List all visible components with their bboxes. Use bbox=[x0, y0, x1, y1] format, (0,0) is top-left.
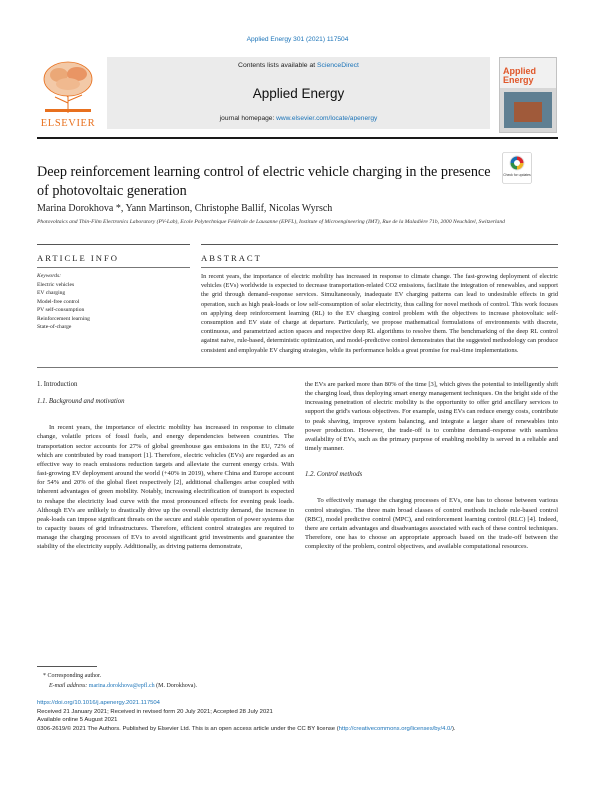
cover-title bbox=[503, 67, 536, 85]
body-paragraph: the EVs are parked more than 80% of the time [3], which gives the potential to intelligently shift the charging load, thus deploying smart energy management techniques. On the bright side of the increasing penetration of electric mobility is the opportunity to offer grid ancillary services to support the grid's various objectives. For example, using EVs can reduce energy costs, contribute to peak shaving, improve system balancing, and integrate a larger share of renewables into power production. However, the trade-off is to combine demand–response with seamless availability of EVs, such as the primary purpose of enabling mobility is served in a reliable and timely manner. bbox=[305, 381, 558, 453]
keyword-item: State-of-charge bbox=[37, 324, 72, 330]
keyword-item: Reinforcement learning bbox=[37, 315, 90, 322]
abstract-text: In recent years, the importance of electric mobility has increased in response to climate change. The fast-growing deployment of electric vehicles (EVs) worldwide is expected to decrease transportation-related CO2 emissions, facilitate the integration of renewables, and support the grid through demand–response services. Simultaneously, inadequate EV charging patterns can lead to undesirable effects in grid operation, such as high peak-loads or low self-consumption of solar electricity, thus calling for novel methods of control. This work focuses on applying deep reinforcement learning (RL) to the EV charging control problem with the objectives to increase photovoltaic self-consumption and EV state of charge at departure. Particularly, we propose mathematical formulations of environments with discrete, continuous, and parametrized action spaces and respective deep RL algorithms to resolve them. The benchmarking of the deep RL control against naive, rule-based, deterministic optimization, and model-predictive control demonstrates that the suggested methodology can produce consistent and employable EV charging strategies, while its performance holds a great promise for real-time implementations. bbox=[201, 273, 558, 354]
footnote bbox=[37, 671, 337, 691]
homepage-link[interactable]: www.elsevier.com/locate/apenergy bbox=[276, 115, 378, 122]
received-dates: Received 21 January 2021; Received in revised form 20 July 2021; Accepted 28 July 2021 bbox=[37, 708, 273, 715]
body-right-column bbox=[305, 380, 558, 551]
homepage-line bbox=[107, 115, 490, 122]
body-left-column bbox=[37, 380, 294, 552]
info-heading-rule bbox=[37, 267, 190, 268]
license-link[interactable]: http://creativecommons.org/licenses/by/4.0/ bbox=[338, 725, 452, 732]
keyword-item: PV self-consumption bbox=[37, 307, 85, 313]
email-suffix: (M. Dorokhova). bbox=[154, 683, 197, 689]
doi-link[interactable]: https://doi.org/10.1016/j.apenergy.2021.117504 bbox=[37, 700, 160, 706]
footnote-rule bbox=[37, 666, 97, 667]
email-link[interactable]: marina.dorokhova@epfl.ch bbox=[88, 683, 155, 689]
publication-info bbox=[37, 699, 558, 733]
article-info-heading: ARTICLE INFO bbox=[37, 253, 119, 263]
cover-title-applied: Applied bbox=[503, 66, 536, 76]
license-suffix: ). bbox=[451, 725, 456, 732]
info-top-rule bbox=[37, 244, 190, 245]
check-for-updates-icon[interactable] bbox=[502, 152, 532, 184]
license-line bbox=[37, 725, 558, 734]
contents-line bbox=[107, 62, 490, 69]
affiliation: Photovoltaics and Thin-Film Electronics Laboratory (PV-Lab), Ecole Polytechnique Fédérale de Lausanne (EPFL), Institute of Microengineering (IMT), Rue de la Maladière 71b, 2000 Neuchâtel, Switzerland bbox=[37, 219, 505, 225]
body-paragraph: To effectively manage the charging processes of EVs, one has to choose between various control strategies. The three main broad classes of control methods include rule-based control (RBC), model predictive control (MPC), and reinforcement learning control (RLC) [4]. Indeed, there are certain advantages and disadvantages associated with each of these control techniques. Therefore, one has to choose an appropriate approach based on the trade-off between the complexity of the problem, control objectives, and available computational resources. bbox=[305, 497, 558, 551]
subsection-heading-background: 1.1. Background and motivation bbox=[37, 398, 125, 406]
keywords-block bbox=[37, 272, 190, 332]
journal-reference[interactable]: Applied Energy 301 (2021) 117504 bbox=[246, 36, 349, 43]
abstract-heading-rule bbox=[201, 267, 558, 268]
sciencedirect-link[interactable]: ScienceDirect bbox=[317, 62, 359, 69]
author-list: Marina Dorokhova *, Yann Martinson, Christophe Ballif, Nicolas Wyrsch bbox=[37, 203, 333, 214]
keyword-item: Model-free control bbox=[37, 298, 80, 305]
body-paragraph: In recent years, the importance of electric mobility has increased in response to climate change, volatile prices of fossil fuels, and energy dependencies between countries. The transportation sector accounts for 27% of global greenhouse gas emissions in the EU, 72% of which are contributed by road transport [1]. Therefore, electric vehicles (EVs) are regarded as an effective way to reach emissions reduction targets and alleviate the current energy crisis. With fast-growing EV deployment around the world (+40% in 2019), where China and Europe account for 54% and 20% of the global fleet respectively [2], additional challenges arise coupled with inherent advantages of green mobility. Notably, increasing electrification of transport is expected to reshape the electricity load curve with the most pronounced effects for evening peak loads. Although EVs are unlikely to drastically drive up the overall electricity demand, the increase in peak-loads can impose significant threats on the secure and stable operation of power systems due to capacity issues of grid infrastructures. Therefore, efficient control strategies are required to manage the charging processes of EVs to avoid significant grid investments and guarantee the stability of the electricity supply. Additionally, as driving patterns demonstrate, bbox=[37, 424, 294, 551]
header-rule bbox=[37, 137, 558, 139]
abstract-bottom-rule bbox=[37, 367, 558, 368]
email-line bbox=[37, 681, 337, 691]
keyword-item: Electric vehicles bbox=[37, 281, 75, 288]
contents-prefix: Contents lists available at bbox=[238, 62, 318, 69]
elsevier-wordmark: ELSEVIER bbox=[40, 118, 96, 129]
check-updates-label: Check for updates bbox=[503, 173, 531, 177]
article-title: Deep reinforcement learning control of electric vehicle charging in the presence of photovoltaic generation bbox=[37, 164, 491, 199]
abstract-heading: ABSTRACT bbox=[201, 253, 262, 263]
keywords-label: Keywords: bbox=[37, 273, 62, 279]
journal-cover-thumbnail[interactable] bbox=[499, 57, 557, 133]
email-label: E-mail address: bbox=[49, 683, 89, 689]
cover-image-detail bbox=[514, 102, 542, 122]
journal-name: Applied Energy bbox=[252, 86, 345, 101]
corresponding-author-note: * Corresponding author. bbox=[43, 673, 102, 679]
keyword-item: EV charging bbox=[37, 290, 66, 296]
section-heading-introduction: 1. Introduction bbox=[37, 381, 78, 388]
homepage-prefix: journal homepage: bbox=[219, 115, 277, 122]
available-online: Available online 5 August 2021 bbox=[37, 717, 118, 724]
cover-title-energy: Energy bbox=[503, 75, 534, 85]
license-prefix: 0306-2619/© 2021 The Authors. Published by Elsevier Ltd. This is an open access article under the CC BY license ( bbox=[37, 725, 339, 732]
abstract-top-rule bbox=[201, 244, 558, 245]
subsection-heading-control-methods: 1.2. Control methods bbox=[305, 471, 363, 479]
